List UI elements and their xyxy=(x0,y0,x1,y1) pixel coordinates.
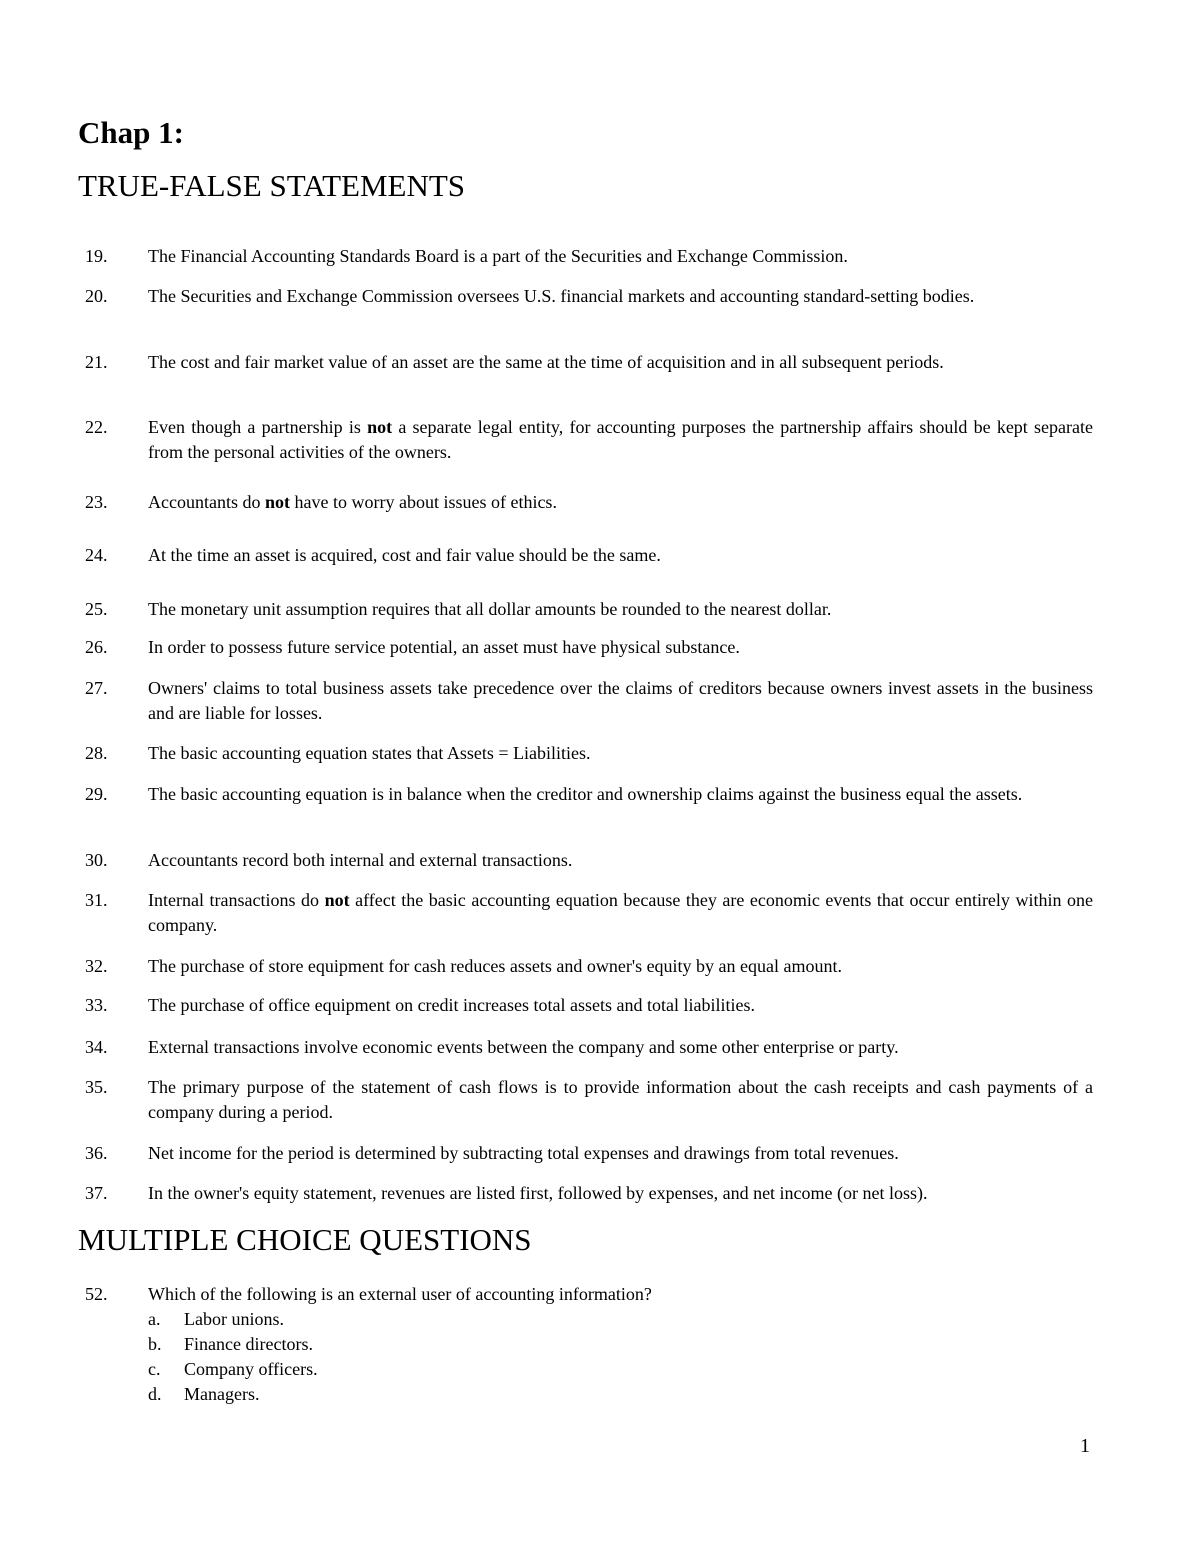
option-letter: c. xyxy=(148,1359,161,1379)
item-text: The monetary unit assumption requires that all dollar amounts be rounded to the nearest dollar. xyxy=(148,599,832,619)
tf-item xyxy=(85,993,1093,1018)
option-c xyxy=(148,1357,1093,1382)
tf-item xyxy=(85,782,1093,807)
option-d xyxy=(148,1382,1093,1407)
item-number: 28. xyxy=(85,743,108,763)
item-text: The Securities and Exchange Commission oversees U.S. financial markets and accounting standard-setting bodies. xyxy=(148,286,975,306)
item-text: The primary purpose of the statement of cash flows is to provide information about the cash receipts and cash payments of a company during a period. xyxy=(148,1077,1093,1122)
item-number: 30. xyxy=(85,850,108,870)
mc-question xyxy=(85,1282,1093,1407)
item-number: 33. xyxy=(85,995,108,1015)
item-number: 23. xyxy=(85,492,108,512)
tf-item xyxy=(85,284,1093,309)
item-text: The basic accounting equation states that Assets = Liabilities. xyxy=(148,743,591,763)
item-text: The purchase of store equipment for cash reduces assets and owner's equity by an equal amount. xyxy=(148,956,843,976)
item-text: The basic accounting equation is in balance when the creditor and ownership claims against the business equal the assets. xyxy=(148,784,1023,804)
item-number: 25. xyxy=(85,599,108,619)
option-text: Labor unions. xyxy=(184,1309,284,1329)
tf-item xyxy=(85,954,1093,979)
multiple-choice-heading: MULTIPLE CHOICE QUESTIONS xyxy=(78,1222,532,1257)
item-number: 37. xyxy=(85,1183,108,1203)
tf-item xyxy=(85,490,1093,515)
item-text: In order to possess future service potential, an asset must have physical substance. xyxy=(148,637,740,657)
item-text: Even though a partnership is not a separate legal entity, for accounting purposes the partnership affairs should be kept separate from the personal activities of the owners. xyxy=(148,417,1093,462)
tf-item xyxy=(85,350,1093,375)
tf-item xyxy=(85,1075,1093,1125)
tf-item xyxy=(85,415,1093,465)
tf-item xyxy=(85,888,1093,938)
tf-item xyxy=(85,244,1093,269)
option-text: Finance directors. xyxy=(184,1334,313,1354)
option-text: Managers. xyxy=(184,1384,260,1404)
item-number: 34. xyxy=(85,1037,108,1057)
option-text: Company officers. xyxy=(184,1359,318,1379)
item-text: At the time an asset is acquired, cost and fair value should be the same. xyxy=(148,545,661,565)
tf-item xyxy=(85,597,1093,622)
page-number: 1 xyxy=(1080,1435,1090,1457)
item-text: In the owner's equity statement, revenues are listed first, followed by expenses, and net income (or net loss). xyxy=(148,1183,928,1203)
item-text: External transactions involve economic events between the company and some other enterprise or party. xyxy=(148,1037,899,1057)
item-number: 32. xyxy=(85,956,108,976)
option-letter: b. xyxy=(148,1334,162,1354)
item-text: Owners' claims to total business assets take precedence over the claims of creditors because owners invest assets in the business and are liable for losses. xyxy=(148,678,1093,723)
item-text: The purchase of office equipment on credit increases total assets and total liabilities. xyxy=(148,995,755,1015)
tf-item xyxy=(85,848,1093,873)
item-number: 26. xyxy=(85,637,108,657)
question-text: Which of the following is an external user of accounting information? xyxy=(148,1284,652,1304)
option-letter: a. xyxy=(148,1309,161,1329)
item-number: 35. xyxy=(85,1077,108,1097)
item-text: The Financial Accounting Standards Board is a part of the Securities and Exchange Commission. xyxy=(148,246,848,266)
item-text: Accountants do not have to worry about issues of ethics. xyxy=(148,492,557,512)
tf-item xyxy=(85,1141,1093,1166)
tf-item xyxy=(85,543,1093,568)
item-number: 29. xyxy=(85,784,108,804)
option-b xyxy=(148,1332,1093,1357)
true-false-heading: TRUE-FALSE STATEMENTS xyxy=(78,168,466,203)
tf-item xyxy=(85,676,1093,726)
item-number: 20. xyxy=(85,286,108,306)
item-number: 21. xyxy=(85,352,108,372)
item-text: The cost and fair market value of an asset are the same at the time of acquisition and in all subsequent periods. xyxy=(148,352,944,372)
item-text: Net income for the period is determined by subtracting total expenses and drawings from total revenues. xyxy=(148,1143,899,1163)
question-number: 52. xyxy=(85,1284,108,1304)
item-number: 24. xyxy=(85,545,108,565)
option-a xyxy=(148,1307,1093,1332)
item-text: Accountants record both internal and external transactions. xyxy=(148,850,573,870)
chapter-title: Chap 1: xyxy=(78,115,184,150)
tf-item xyxy=(85,635,1093,660)
tf-item xyxy=(85,1035,1093,1060)
item-number: 27. xyxy=(85,678,108,698)
tf-item xyxy=(85,741,1093,766)
tf-item xyxy=(85,1181,1093,1206)
item-number: 22. xyxy=(85,417,108,437)
item-number: 19. xyxy=(85,246,108,266)
option-letter: d. xyxy=(148,1384,162,1404)
item-number: 36. xyxy=(85,1143,108,1163)
item-text: Internal transactions do not affect the basic accounting equation because they are economic events that occur entirely within one company. xyxy=(148,890,1093,935)
item-number: 31. xyxy=(85,890,108,910)
